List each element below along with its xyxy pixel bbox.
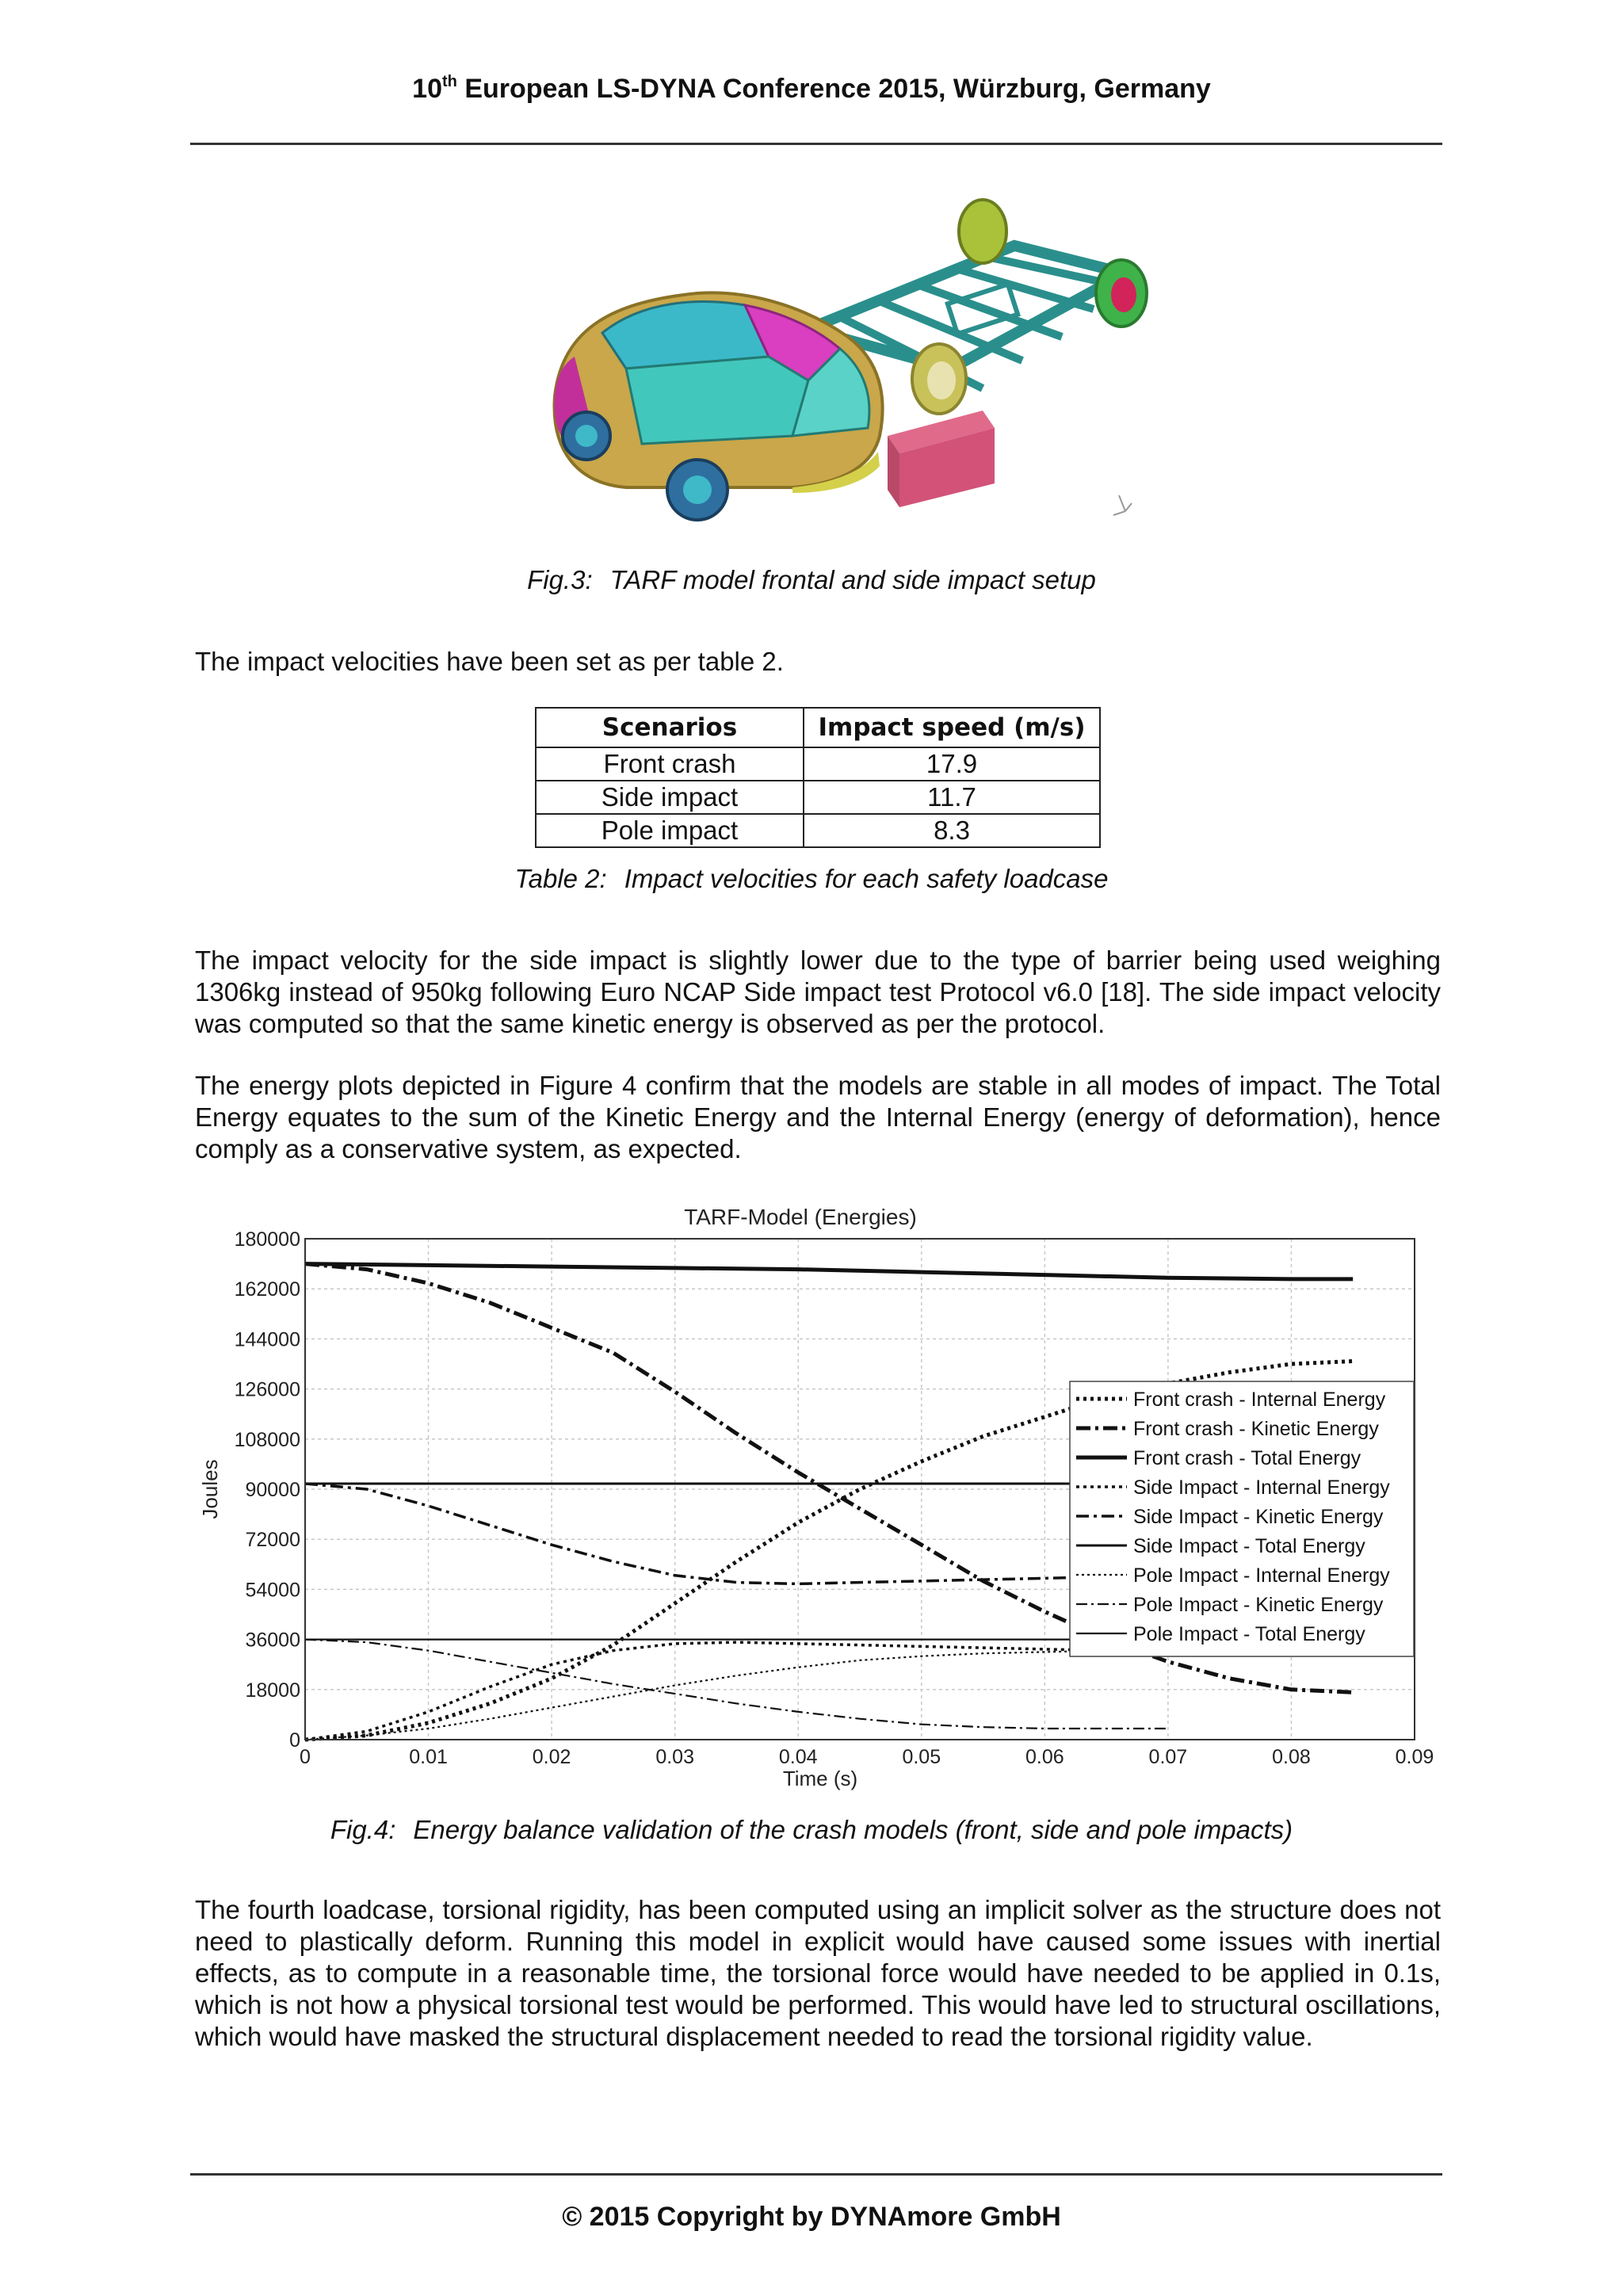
impact-speed-table: [535, 707, 1101, 848]
table-cell-speed: 8.3: [804, 814, 1100, 847]
header-conference: European LS-DYNA Conference 2015, Würzburg, Germany: [456, 74, 1211, 104]
x-tick-label: 0.07: [1148, 1746, 1188, 1768]
paragraph-4-text: The fourth loadcase, torsional rigidity, has been computed using an implicit solver as the structure does not need to plastically deform. Running this model in explicit would have caused some issues with inertial effects, as to compute in a reasonable time, the torsional force would have needed to be applied in 0.1s, which is not how a physical torsional test would be performed. This would have led to structural oscillations, which would have masked the structural displacement needed to read the torsional rigidity value.: [195, 1895, 1441, 2051]
y-tick-label: 36000: [245, 1629, 300, 1652]
x-tick-label: 0.06: [1025, 1746, 1064, 1768]
x-tick-label: 0.03: [655, 1746, 695, 1768]
y-tick-label: 126000: [234, 1378, 300, 1401]
x-tick-label: 0: [300, 1746, 311, 1768]
y-tick-label: 72000: [245, 1529, 300, 1552]
table-header-impact-speed: Impact speed (m/s): [804, 708, 1100, 747]
legend-entry: Side Impact - Total Energy: [1133, 1535, 1365, 1557]
chart-x-axis-label: Time (s): [782, 1767, 858, 1790]
table-cell-scenario: Side impact: [536, 781, 804, 814]
legend-entry: Pole Impact - Internal Energy: [1133, 1564, 1390, 1587]
table-row: [536, 747, 1100, 781]
footer-rule: [190, 2173, 1442, 2176]
x-tick-label: 0.05: [902, 1746, 941, 1768]
y-tick-label: 162000: [234, 1278, 300, 1301]
running-header: [0, 73, 1623, 105]
chart-legend: [1070, 1381, 1414, 1656]
figure4-caption-text: Energy balance validation of the crash models (front, side and pole impacts): [413, 1815, 1293, 1844]
legend-entry: Front crash - Internal Energy: [1133, 1389, 1386, 1411]
table-row: [536, 814, 1100, 847]
header-ordinal: th: [442, 73, 457, 90]
paragraph-2: [195, 945, 1441, 1040]
copyright-footer: © 2015 Copyright by DYNAmore GmbH: [562, 2202, 1061, 2232]
table2-label: Table 2:: [514, 864, 607, 893]
y-tick-label: 90000: [245, 1479, 300, 1501]
tarf-vehicle-model-figure: [507, 198, 1157, 539]
paragraph-3: [195, 1070, 1441, 1165]
y-tick-label: 54000: [245, 1579, 300, 1602]
table-cell-speed: 11.7: [804, 781, 1100, 814]
x-tick-label: 0.09: [1395, 1746, 1434, 1768]
y-tick-label: 108000: [234, 1428, 300, 1451]
y-tick-label: 0: [289, 1729, 300, 1752]
legend-entry: Pole Impact - Total Energy: [1133, 1623, 1365, 1645]
paragraph-1: [195, 646, 1441, 678]
impact-barrier: [888, 411, 995, 507]
legend-entry: Side Impact - Kinetic Energy: [1133, 1506, 1384, 1528]
figure4-caption: [0, 1815, 1623, 1845]
series-line-2: [305, 1264, 1353, 1279]
rear-left-wheel: [959, 200, 1006, 263]
legend-entry: Side Impact - Internal Energy: [1133, 1477, 1390, 1499]
table-header-row: [536, 708, 1100, 747]
table2-caption-text: Impact velocities for each safety loadcase: [624, 864, 1109, 893]
table-cell-scenario: Front crash: [536, 747, 804, 781]
chart-title: TARF-Model (Energies): [684, 1205, 917, 1229]
table-cell-scenario: Pole impact: [536, 814, 804, 847]
chart-y-axis-label: Joules: [198, 1459, 222, 1519]
table2-caption: [0, 864, 1623, 894]
x-tick-label: 0.08: [1272, 1746, 1311, 1768]
figure3-caption: [0, 565, 1623, 595]
legend-entry: Front crash - Total Energy: [1133, 1447, 1361, 1469]
axis-triad-icon: [1113, 495, 1132, 515]
x-tick-label: 0.02: [532, 1746, 571, 1768]
legend-entry: Pole Impact - Kinetic Energy: [1133, 1594, 1384, 1616]
paragraph-1-text: The impact velocities have been set as per table 2.: [195, 647, 784, 676]
y-tick-label: 144000: [234, 1328, 300, 1351]
figure3-caption-text: TARF model frontal and side impact setup: [609, 565, 1096, 594]
header-number: 10: [412, 74, 442, 104]
y-tick-label: 18000: [245, 1679, 300, 1702]
paragraph-2-text: The impact velocity for the side impact is slightly lower due to the type of barrier being used weighing 1306kg instead of 950kg following Euro NCAP Side impact test Protocol v6.0 [18]. The side impact velocity was computed so that the same kinetic energy is observed as per the protocol.: [195, 946, 1441, 1038]
header-rule: [190, 143, 1442, 145]
paragraph-4: [195, 1894, 1441, 2053]
x-tick-label: 0.01: [409, 1746, 448, 1768]
energy-balance-chart: [190, 1189, 1442, 1807]
y-tick-label: 180000: [234, 1228, 300, 1251]
table-cell-speed: 17.9: [804, 747, 1100, 781]
table-row: [536, 781, 1100, 814]
figure3-label: Fig.3:: [527, 565, 593, 594]
paragraph-3-text: The energy plots depicted in Figure 4 confirm that the models are stable in all modes of impact. The Total Energy equates to the sum of the Kinetic Energy and the Internal Energy (energy of deformation), hence comply as a conservative system, as expected.: [195, 1071, 1441, 1163]
table-header-scenarios: Scenarios: [536, 708, 804, 747]
x-tick-label: 0.04: [778, 1746, 818, 1768]
figure4-label: Fig.4:: [330, 1815, 396, 1844]
legend-entry: Front crash - Kinetic Energy: [1133, 1418, 1379, 1440]
